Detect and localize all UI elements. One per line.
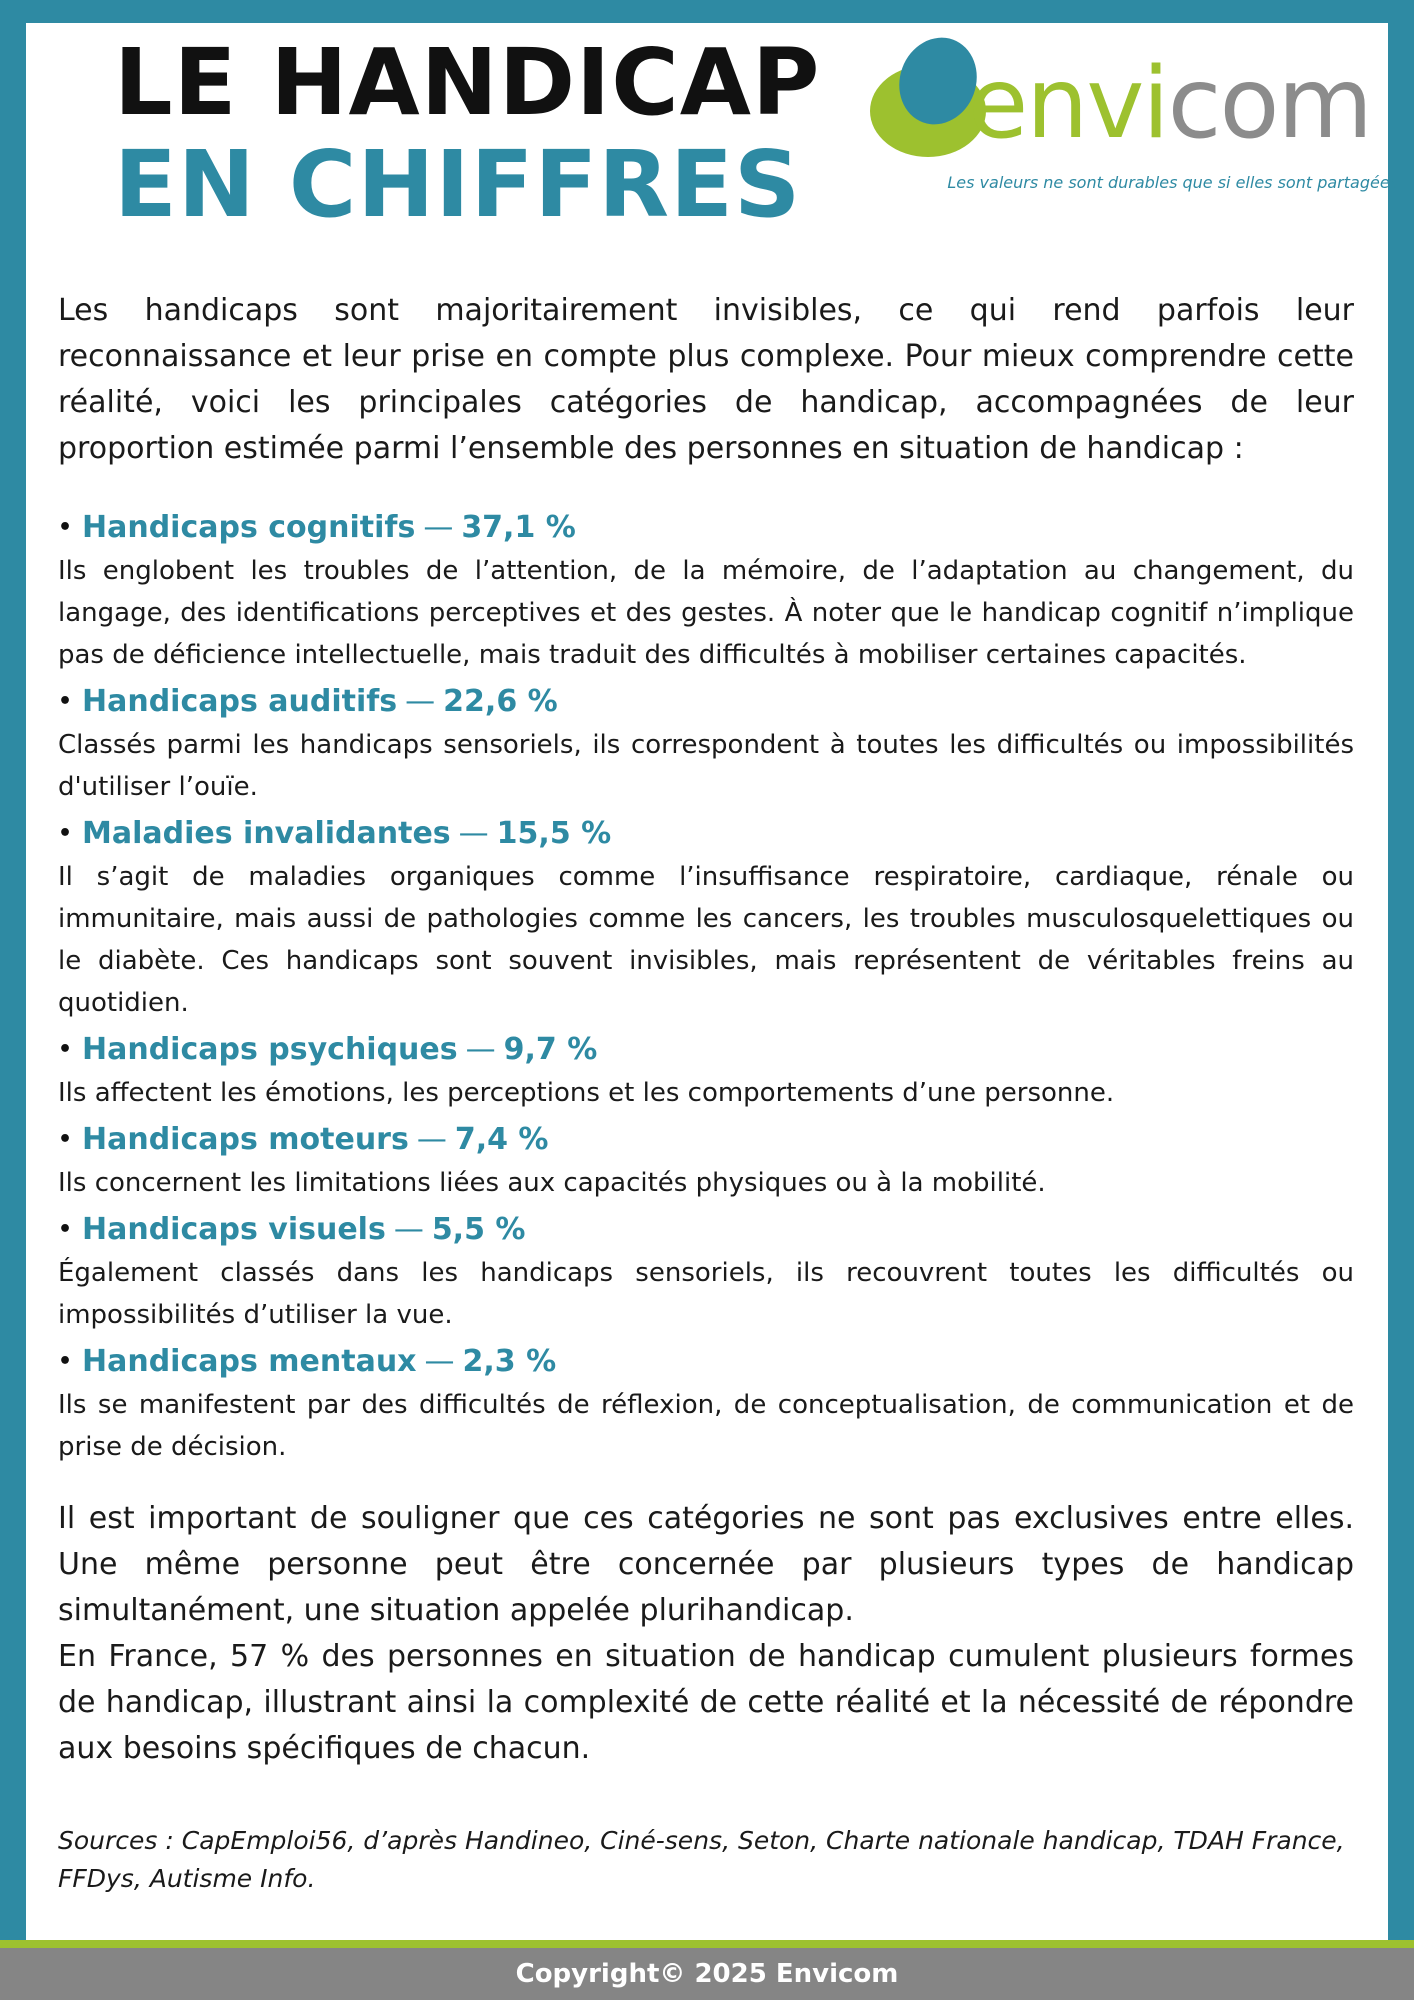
outro-paragraph-1: Il est important de souligner que ces catégories ne sont pas exclusives entre elles. Une même personne peut être concernée par plusieurs types de handicap simultanément, une situation appelée plurihandicap.: [58, 1501, 1354, 1628]
content-panel: [26, 23, 1398, 1940]
footer-green-band: [0, 1940, 1414, 1948]
category-title: • Maladies invalidantes — 15,5 %: [58, 814, 1354, 854]
category-description: Ils se manifestent par des difficultés de réflexion, de conceptualisation, de communication et de prise de décision.: [58, 1390, 1354, 1462]
category-title: • Handicaps visuels — 5,5 %: [58, 1210, 1354, 1250]
copyright-text: Copyright© 2025 Envicom: [515, 1959, 899, 1989]
category-list: [58, 508, 1354, 1468]
sources-note: Sources : CapEmploi56, d’après Handineo, Ciné-sens, Seton, Charte nationale handicap, TDAH France, FFDys, Autisme Info.: [58, 1826, 1345, 1893]
category-description: Ils affectent les émotions, les perceptions et les comportements d’une personne.: [58, 1078, 1115, 1108]
category-title: • Handicaps mentaux — 2,3 %: [58, 1342, 1354, 1382]
category-item: [58, 1120, 1354, 1204]
bullet-icon: •: [58, 1127, 73, 1152]
intro-paragraph: Les handicaps sont majoritairement invisibles, ce qui rend parfois leur reconnaissance et leur prise en compte plus complexe. Pour mieux comprendre cette réalité, voici les principales catégories de handicap, accompagnées de leur proportion estimée parmi l’ensemble des personnes en situation de handicap :: [58, 293, 1354, 466]
category-description: Également classés dans les handicaps sensoriels, ils recouvrent toutes les difficultés ou impossibilités d’utiliser la vue.: [58, 1258, 1354, 1330]
category-title: • Handicaps auditifs — 22,6 %: [58, 682, 1354, 722]
category-item: [58, 1210, 1354, 1336]
bullet-icon: •: [58, 1037, 73, 1062]
main-content: [58, 288, 1354, 1898]
logo-tagline: Les valeurs ne sont durables que si elles sont partagées: [947, 173, 1398, 192]
bullet-icon: •: [58, 1349, 73, 1374]
category-item: [58, 1342, 1354, 1468]
category-description: Il s’agit de maladies organiques comme l’insuffisance respiratoire, cardiaque, rénale ou immunitaire, mais aussi de pathologies comme les cancers, les troubles musculosquelettiques ou le diabète. Ces handicaps sont souvent invisibles, mais représentent de véritables freins au quotidien.: [58, 862, 1354, 1018]
bullet-icon: •: [58, 1217, 73, 1242]
bullet-icon: •: [58, 515, 73, 540]
category-title: • Handicaps psychiques — 9,7 %: [58, 1030, 1354, 1070]
category-title: • Handicaps cognitifs — 37,1 %: [58, 508, 1354, 548]
logo-wordmark: envicom: [968, 47, 1371, 161]
category-description: Classés parmi les handicaps sensoriels, ils correspondent à toutes les difficultés ou impossibilités d'utiliser l’ouïe.: [58, 730, 1354, 802]
category-item: [58, 682, 1354, 808]
title-line-2: EN CHIFFRES: [114, 131, 802, 238]
category-description: Ils englobent les troubles de l’attention, de la mémoire, de l’adaptation au changement, du langage, des identifications perceptives et des gestes. À noter que le handicap cognitif n’implique pas de déficience intellectuelle, mais traduit des difficultés à mobiliser certaines capacités.: [58, 556, 1354, 670]
title-line-1: LE HANDICAP: [114, 29, 821, 136]
category-item: [58, 1030, 1354, 1114]
bullet-icon: •: [58, 821, 73, 846]
category-description: Ils concernent les limitations liées aux capacités physiques ou à la mobilité.: [58, 1168, 1046, 1198]
category-title: • Handicaps moteurs — 7,4 %: [58, 1120, 1354, 1160]
envicom-logo: [868, 33, 1408, 208]
bullet-icon: •: [58, 689, 73, 714]
category-item: [58, 814, 1354, 1024]
outro-paragraph-2: En France, 57 % des personnes en situation de handicap cumulent plusieurs formes de handicap, illustrant ainsi la complexité de cette réalité et la nécessité de répondre aux besoins spécifiques de chacun.: [58, 1639, 1354, 1766]
category-item: [58, 508, 1354, 676]
